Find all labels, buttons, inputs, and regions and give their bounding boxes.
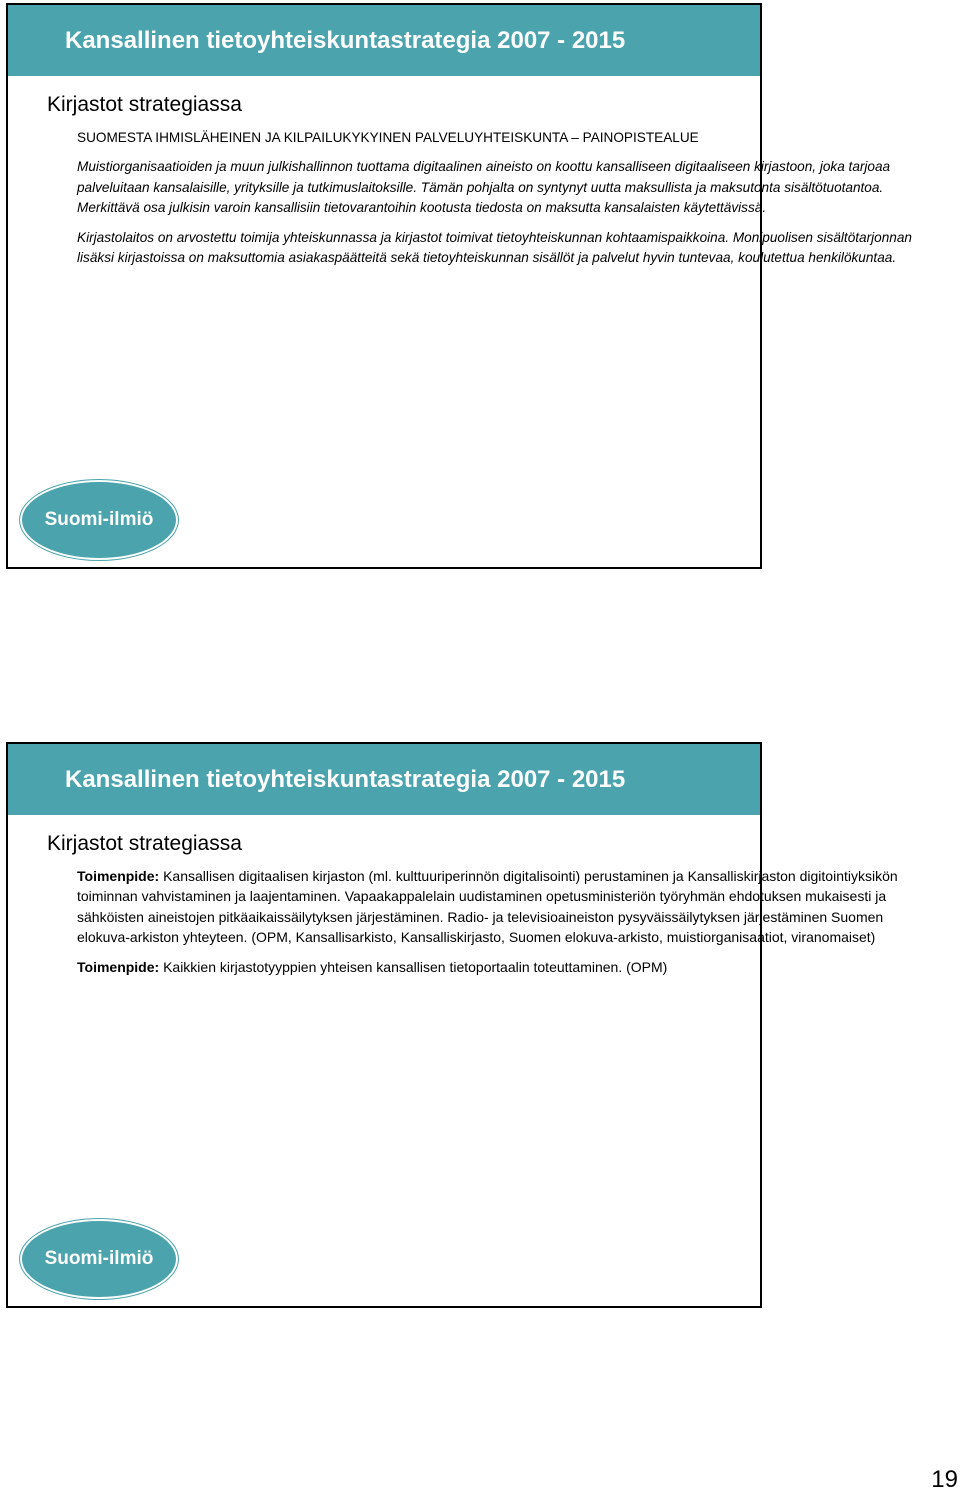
strategy-paragraph-1: Muistiorganisaatioiden ja muun julkishallinnon tuottama digitaalinen aineisto on koottu kansalliseen digitaaliseen kirjastoon, joka tarjoaa palveluitaan kansalaisille, yrityksille ja tutkimuslaitoksille. Tämän pohjalta on syntynyt uutta maksullista ja maksutonta sisältötuotantoa. Merkittävä osa julkisin varoin kansallisiin tietovarantoihin kootusta tiedosta on maksutta kansalaisten käytettävissä. — [77, 159, 891, 215]
slide-1 — [6, 3, 762, 569]
strategy-paragraph-2: Kirjastolaitos on arvostettu toimija yhteiskunnassa ja kirjastot toimivat tietoyhteiskunnan kohtaamispaikkoina. Monipuolisen sisältötarjonnan lisäksi kirjastoissa on maksuttomia asiakaspäätteitä sekä tietoyhteiskunnan sisällöt ja palvelut hyvin tuntevaa, koulutettua henkilökuntaa. — [77, 230, 912, 266]
suomi-ilmio-badge: Suomi-ilmiö — [20, 1219, 178, 1299]
slide-subtitle: Kirjastot strategiassa — [47, 832, 242, 855]
slide-1-content — [77, 128, 932, 279]
measure-text: Kaikkien kirjastotyyppien yhteisen kansallisen tietoportaalin toteuttaminen. (OPM) — [159, 959, 668, 976]
measure-1 — [77, 866, 932, 947]
slide-subtitle: Kirjastot strategiassa — [47, 93, 242, 116]
measure-text: Kansallisen digitaalisen kirjaston (ml. kulttuuriperinnön digitalisointi) perustaminen ja Kansalliskirjaston digitointiyksikön toiminnan vahvistaminen ja laajentaminen. Vapaakappalelain uudistaminen opetusministeriön työryhmän ehdotuksen mukaisesti ja sähköisten aineistojen pitkäaikaissäilytyksen järjestäminen. Radio- ja televisioaineiston pysyväissäilytyksen järjestäminen Suomen elokuva-arkiston yhteyteen. (OPM, Kansallisarkisto, Kansalliskirjasto, Suomen elokuva-arkisto, muistiorganisaatiot, viranomaiset) — [77, 868, 898, 945]
slide-2-content — [77, 866, 932, 987]
strategy-heading: SUOMESTA IHMISLÄHEINEN JA KILPAILUKYKYINEN PALVELUYHTEISKUNTA – PAINOPISTEALUE — [77, 130, 699, 145]
page-number: 19 — [931, 1466, 958, 1493]
measure-2 — [77, 957, 932, 977]
slide-2 — [6, 742, 762, 1308]
slide-title: Kansallinen tietoyhteiskuntastrategia 2007 - 2015 — [8, 5, 760, 76]
measure-label: Toimenpide: — [77, 868, 160, 884]
slide-title: Kansallinen tietoyhteiskuntastrategia 2007 - 2015 — [8, 744, 760, 815]
measure-label: Toimenpide: — [77, 959, 160, 976]
suomi-ilmio-badge: Suomi-ilmiö — [20, 480, 178, 560]
